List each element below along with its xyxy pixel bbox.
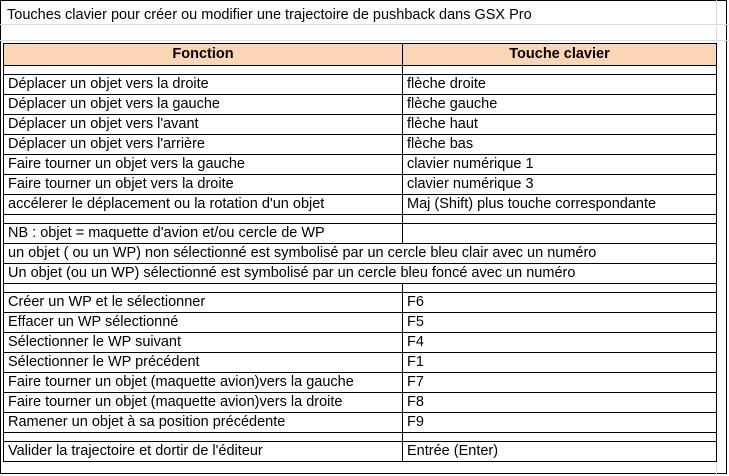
fonction-cell[interactable]: Sélectionner le WP suivant — [4, 333, 403, 353]
table-row — [4, 175, 717, 195]
header-fonction[interactable]: Fonction — [4, 44, 403, 66]
table-row — [4, 95, 717, 115]
fonction-cell[interactable]: Valider la trajectoire et dortir de l'éditeur — [4, 442, 403, 462]
note-selected-cell[interactable]: Un objet (ou un WP) sélectionné est symbolisé par un cercle bleu foncé avec un numéro — [4, 264, 717, 284]
note-row — [4, 244, 717, 264]
fonction-cell[interactable]: Faire tourner un objet (maquette avion)vers la gauche — [4, 373, 403, 393]
fonction-cell[interactable]: Faire tourner un objet vers la droite — [4, 175, 403, 195]
touche-cell[interactable]: clavier numérique 3 — [403, 175, 717, 195]
table-row — [4, 155, 717, 175]
spacer-row — [4, 433, 717, 442]
table-row — [4, 353, 717, 373]
table-row — [4, 333, 717, 353]
header-row — [4, 44, 717, 66]
touche-cell[interactable]: Maj (Shift) plus touche correspondante — [403, 195, 717, 215]
touche-cell[interactable]: flèche bas — [403, 135, 717, 155]
sheet-title: Touches clavier pour créer ou modifier une trajectoire de pushback dans GSX Pro — [7, 7, 532, 23]
fonction-cell[interactable]: Déplacer un objet vers l'arrière — [4, 135, 403, 155]
spacer-row — [4, 284, 717, 293]
note-nb-cell[interactable]: NB : objet = maquette d'avion et/ou cercle de WP — [4, 224, 403, 244]
table-row — [4, 442, 717, 462]
table-row — [4, 413, 717, 433]
note-row — [4, 264, 717, 284]
table-row — [4, 313, 717, 333]
touche-cell[interactable]: F9 — [403, 413, 717, 433]
spacer-row — [4, 66, 717, 75]
header-touche[interactable]: Touche clavier — [403, 44, 717, 66]
table-row — [4, 195, 717, 215]
spacer-row — [4, 215, 717, 224]
table-row — [4, 293, 717, 313]
touche-cell[interactable]: F8 — [403, 393, 717, 413]
fonction-cell[interactable]: Déplacer un objet vers la gauche — [4, 95, 403, 115]
table-row — [4, 115, 717, 135]
fonction-cell[interactable]: accélerer le déplacement ou la rotation d'un objet — [4, 195, 403, 215]
touche-cell[interactable]: F5 — [403, 313, 717, 333]
table-row — [4, 135, 717, 155]
table-row — [4, 75, 717, 95]
fonction-cell[interactable]: Sélectionner le WP précédent — [4, 353, 403, 373]
fonction-cell[interactable]: Créer un WP et le sélectionner — [4, 293, 403, 313]
touche-cell[interactable]: F6 — [403, 293, 717, 313]
touche-cell[interactable]: clavier numérique 1 — [403, 155, 717, 175]
fonction-cell[interactable]: Déplacer un objet vers la droite — [4, 75, 403, 95]
touche-cell[interactable]: Entrée (Enter) — [403, 442, 717, 462]
table-row — [4, 373, 717, 393]
fonction-cell[interactable]: Effacer un WP sélectionné — [4, 313, 403, 333]
fonction-cell[interactable]: Déplacer un objet vers l'avant — [4, 115, 403, 135]
touche-cell[interactable]: flèche droite — [403, 75, 717, 95]
fonction-cell[interactable]: Ramener un objet à sa position précédente — [4, 413, 403, 433]
fonction-cell[interactable]: Faire tourner un objet vers la gauche — [4, 155, 403, 175]
touche-cell[interactable]: flèche gauche — [403, 95, 717, 115]
shortcut-table — [3, 43, 717, 462]
note-row — [4, 224, 717, 244]
touche-cell[interactable]: F4 — [403, 333, 717, 353]
touche-cell[interactable]: flèche haut — [403, 115, 717, 135]
empty-cell[interactable] — [403, 224, 717, 244]
fonction-cell[interactable]: Faire tourner un objet (maquette avion)vers la droite — [4, 393, 403, 413]
touche-cell[interactable]: F1 — [403, 353, 717, 373]
touche-cell[interactable]: F7 — [403, 373, 717, 393]
note-non-selected-cell[interactable]: un objet ( ou un WP) non sélectionné est symbolisé par un cercle bleu clair avec un numéro — [4, 244, 717, 264]
table-row — [4, 393, 717, 413]
